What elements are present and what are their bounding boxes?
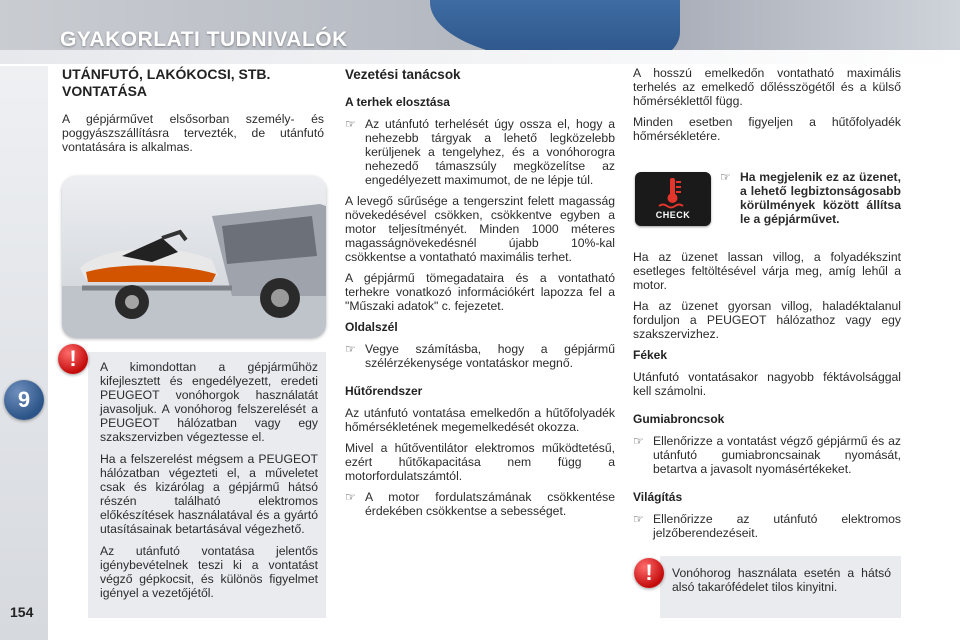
paragraph-cooling-2: Mivel a hűtőventilátor elektromos működtetésű, ezért hűtőkapacitása nem függ a motorfordulatszámtól. bbox=[345, 441, 615, 483]
section-title-towing: UTÁNFUTÓ, LAKÓKOCSI, STB. VONTATÁSA bbox=[62, 66, 271, 99]
paragraph-cooling-1: Az utánfutó vontatása emelkedőn a hűtőfolyadék hőmérsékletének megemelkedését okozza. bbox=[345, 406, 615, 434]
section-title-driving-tips: Vezetési tanácsok bbox=[345, 67, 461, 82]
subtitle-brakes: Fékek bbox=[633, 348, 668, 362]
bullet-item: ☞ Az utánfutó terhelését úgy ossza el, hogy a nehezebb tárgyak a lehető legközelebb kerüljenek a tengelyhez, és a vonóhorogra nehezedő támaszsúly megközelítse az engedélyezett maximumot, de ne lépje túl. bbox=[345, 117, 615, 187]
paragraph-technical-data: A gépjármű tömegadataira és a vontatható terhekre vonatkozó információkért lapozza fel a "Műszaki adatok" c. fejezetet. bbox=[345, 271, 615, 313]
paragraph-slow-blink: Ha az üzenet lassan villog, a folyadékszint esetleges feltöltésével várja meg, amíg lehűl a motor. bbox=[633, 250, 901, 292]
column-1 bbox=[62, 66, 324, 161]
header-swoosh bbox=[0, 50, 960, 64]
pointing-hand-icon: ☞ bbox=[345, 117, 356, 131]
bullet-item: ☞ Ha megjelenik ez az üzenet, a lehető legbiztonságosabb körülmények között állítsa le a gépjárművet. bbox=[720, 170, 901, 226]
paragraph-fast-blink: Ha az üzenet gyorsan villog, haladéktalanul forduljon a PEUGEOT hálózathoz vagy egy szakszervizhez. bbox=[633, 299, 901, 341]
jetski-trailer-illustration bbox=[62, 176, 326, 338]
pointing-hand-icon: ☞ bbox=[345, 342, 356, 356]
bullet-item: ☞ Vegye számításba, hogy a gépjármű szélérzékenysége vontatáskor megnő. bbox=[345, 342, 615, 370]
bullet-item: ☞ Ellenőrizze az utánfutó elektromos jelzőberendezéseit. bbox=[633, 512, 901, 540]
subtitle-crosswind: Oldalszél bbox=[345, 320, 398, 334]
left-margin-strip bbox=[0, 66, 48, 640]
warning-paragraph: Az utánfutó vontatása jelentős igénybevételnek teszi ki a vontatást végző gépkocsit, és különös figyelmet igényel a vezetőjétől. bbox=[100, 544, 318, 600]
column-3 bbox=[633, 66, 901, 150]
subtitle-load: A terhek elosztása bbox=[345, 95, 450, 109]
subtitle-tyres: Gumiabroncsok bbox=[633, 412, 725, 426]
bullet-item: ☞ A motor fordulatszámának csökkentése érdekében csökkentse a sebességet. bbox=[345, 490, 615, 518]
warning-box-towbar bbox=[88, 352, 326, 618]
paragraph-altitude: A levegő sűrűsége a tengerszint felett magasság növekedésével csökken, csökkentve egyben a motor teljesítményét. Minden 1000 méteres magasságnövekedésnél újabb 10%-kal csökkentse a vontatható maximális terhet. bbox=[345, 194, 615, 264]
pointing-hand-icon: ☞ bbox=[720, 170, 731, 184]
paragraph-gradient: A hosszú emelkedőn vontatható maximális terhelés az emelkedő dőlésszögétől és a külső hőmérséklettől függ. bbox=[633, 66, 901, 108]
pointing-hand-icon: ☞ bbox=[633, 434, 644, 448]
paragraph-coolant: Minden esetben figyeljen a hűtőfolyadék hőmérsékletére. bbox=[633, 115, 901, 143]
intro-paragraph: A gépjárművet elsősorban személy- és poggyászszállításra tervezték, de utánfutó vontatására is alkalmas. bbox=[62, 112, 324, 154]
page-number: 154 bbox=[10, 604, 34, 620]
alert-instruction bbox=[720, 170, 901, 233]
chapter-badge: 9 bbox=[4, 380, 44, 420]
warning-icon: ! bbox=[634, 558, 664, 588]
check-label: CHECK bbox=[655, 210, 691, 220]
column-3-lower bbox=[633, 250, 901, 547]
subtitle-lighting: Világítás bbox=[633, 490, 683, 504]
coolant-check-warning-icon bbox=[635, 172, 711, 226]
warning-paragraph: A kimondottan a gépjárműhöz kifejlesztett és engedélyezett, eredeti PEUGEOT vonóhorgok használatát javasoljuk. A vonóhorog felszerelését a PEUGEOT hálózatban vagy egy szakszervizben végeztesse el. bbox=[100, 360, 318, 444]
page-title: GYAKORLATI TUDNIVALÓK bbox=[60, 28, 348, 51]
subtitle-cooling: Hűtőrendszer bbox=[345, 384, 423, 398]
column-2 bbox=[345, 66, 615, 525]
warning-paragraph: Vonóhorog használata esetén a hátsó alsó takarófédelet tilos kinyitni. bbox=[672, 566, 891, 594]
pointing-hand-icon: ☞ bbox=[345, 490, 356, 504]
warning-box-cover bbox=[660, 556, 901, 618]
towing-photo bbox=[62, 176, 326, 338]
coolant-temperature-icon bbox=[635, 172, 711, 212]
pointing-hand-icon: ☞ bbox=[633, 512, 644, 526]
bullet-item: ☞ Ellenőrizze a vontatást végző gépjármű és az utánfutó gumiabroncsainak nyomását, betartva a javasolt nyomásértékeket. bbox=[633, 434, 901, 476]
warning-icon: ! bbox=[58, 344, 88, 374]
warning-paragraph: Ha a felszerelést mégsem a PEUGEOT hálózatban végezteti el, a műveletet csak és kizárólag a gépjármű hátsó részén található elektromos előkészítések használatával és a gyártó utasításainak betartásával végezhető. bbox=[100, 452, 318, 536]
paragraph-brakes: Utánfutó vontatásakor nagyobb féktávolsággal kell számolni. bbox=[633, 370, 901, 398]
